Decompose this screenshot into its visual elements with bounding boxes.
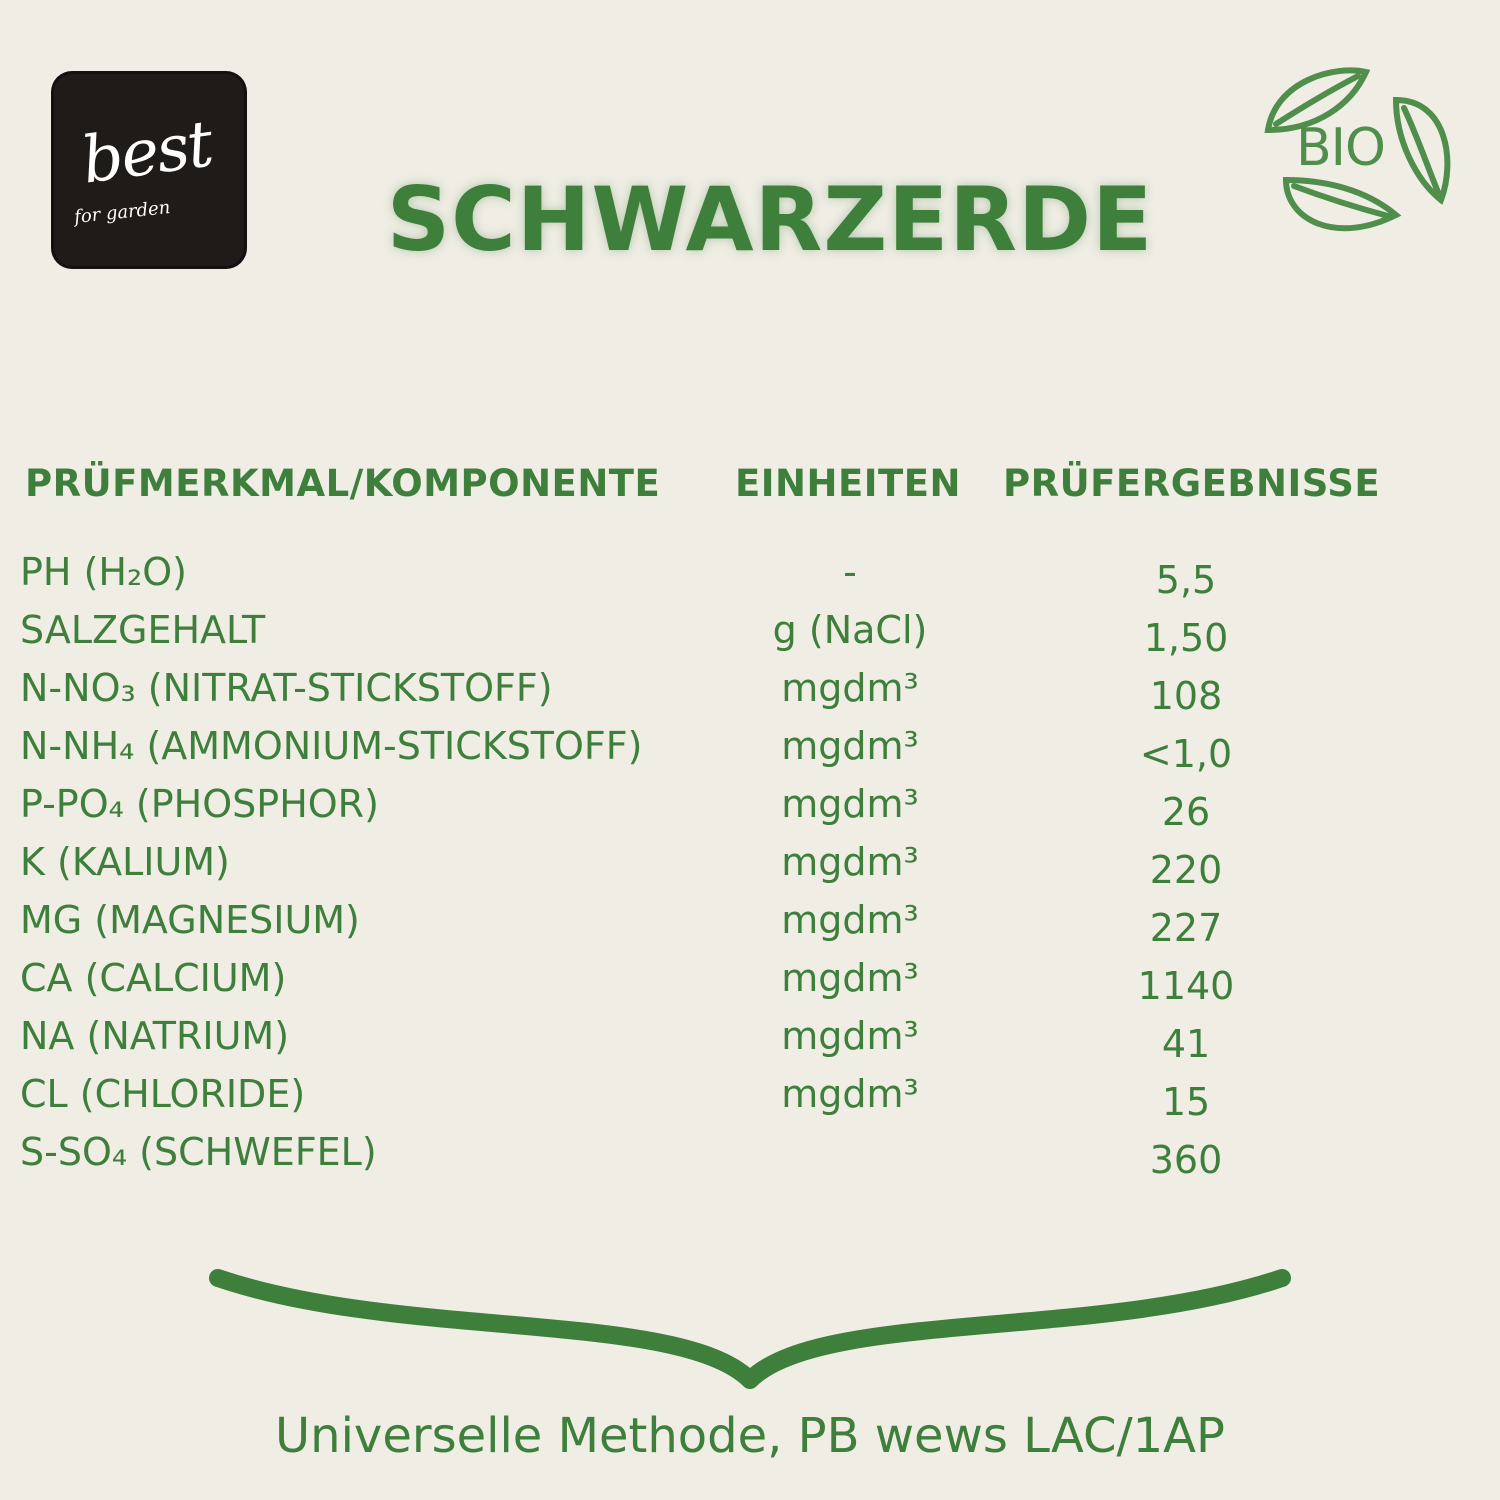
row-component: PH (H₂O): [20, 550, 187, 594]
table-row: [0, 1068, 1500, 1126]
row-value: 360: [1149, 1138, 1223, 1182]
row-component: SALZGEHALT: [20, 608, 266, 652]
table-row: [0, 1010, 1500, 1068]
page-title: SCHWARZERDE: [386, 168, 1154, 271]
row-component: CL (CHLORIDE): [20, 1072, 306, 1116]
row-component: NA (NATRIUM): [20, 1014, 290, 1058]
row-unit: mgdm³: [781, 724, 919, 768]
row-unit: mgdm³: [781, 1014, 919, 1058]
row-unit: mgdm³: [781, 898, 919, 942]
row-value: 1,50: [1143, 616, 1229, 660]
row-unit: mgdm³: [781, 666, 919, 710]
row-value: 15: [1161, 1080, 1211, 1124]
row-unit: mgdm³: [781, 1072, 919, 1116]
table-row: [0, 836, 1500, 894]
table-row: [0, 952, 1500, 1010]
row-value: 5,5: [1155, 558, 1217, 602]
row-value: 26: [1161, 790, 1211, 834]
logo-word: best: [77, 107, 216, 199]
footer-method: Universelle Methode, PB wews LAC/1AP: [275, 1408, 1225, 1464]
row-component: N-NH₄ (AMMONIUM-STICKSTOFF): [20, 724, 643, 768]
bio-label: BIO: [1296, 118, 1385, 178]
curly-brace-icon: [200, 1250, 1300, 1400]
row-component: N-NO₃ (NITRAT-STICKSTOFF): [20, 666, 553, 710]
table-row: [0, 662, 1500, 720]
row-value: 41: [1161, 1022, 1211, 1066]
row-component: MG (MAGNESIUM): [20, 898, 360, 942]
table-row: [0, 720, 1500, 778]
table-row: [0, 894, 1500, 952]
header-unit: EINHEITEN: [735, 462, 961, 505]
row-component: K (KALIUM): [20, 840, 230, 884]
row-component: P-PO₄ (PHOSPHOR): [20, 782, 379, 826]
header-result: PRÜFERGEBNISSE: [1003, 462, 1381, 505]
row-value: 1140: [1137, 964, 1235, 1008]
row-unit: mgdm³: [781, 840, 919, 884]
row-unit: g (NaCl): [772, 608, 928, 652]
table-row: [0, 1126, 1500, 1184]
row-value: 220: [1149, 848, 1223, 892]
row-value: <1,0: [1139, 732, 1233, 776]
row-unit: mgdm³: [781, 782, 919, 826]
row-value: 227: [1149, 906, 1223, 950]
row-component: CA (CALCIUM): [20, 956, 287, 1000]
table-row: [0, 604, 1500, 662]
logo-subtitle: for garden: [73, 197, 172, 228]
table-row: [0, 546, 1500, 604]
row-value: 108: [1149, 674, 1223, 718]
row-unit: mgdm³: [781, 956, 919, 1000]
row-unit: -: [843, 550, 857, 594]
table-row: [0, 778, 1500, 836]
header-component: PRÜFMERKMAL/KOMPONENTE: [25, 462, 661, 505]
row-component: S-SO₄ (SCHWEFEL): [20, 1130, 377, 1174]
results-table: [0, 546, 1500, 1184]
